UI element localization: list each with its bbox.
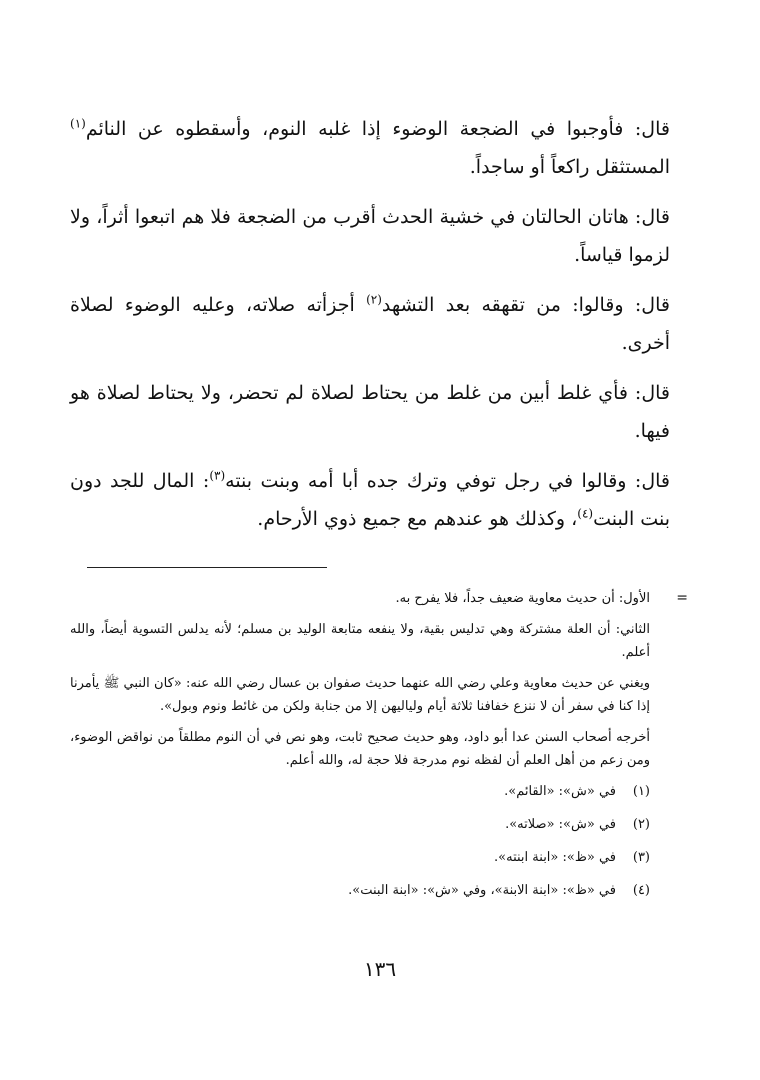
paragraph-text: ، وكذلك هو عندهم مع جميع ذوي الأرحام.	[257, 508, 578, 530]
paragraph-text: : المال للجد دون بنت البنت	[70, 470, 670, 530]
paragraph	[70, 374, 670, 450]
footnote-paragraph: أخرجه أصحاب السنن عدا أبو داود، وهو حديث صحيح ثابت، وهو نص في أن النوم مطلقاً من نواقض الوضوء، ومن زعم من أهل العلم أن لفظه نوم مدرجة فلا حجة له، والله أعلم.	[70, 730, 650, 768]
variant-number: (٣)	[632, 850, 650, 865]
variant-text: في «ش»: «صلاته».	[505, 817, 616, 832]
variant-number: (١)	[632, 784, 650, 799]
variant-item	[70, 879, 670, 902]
page-number: ١٣٦	[363, 957, 397, 981]
paragraph-text: أجزأته صلاته، وعليه الوضوء لصلاة أخرى.	[70, 294, 670, 354]
paragraph-text: قال: وقالوا: من تقهقه بعد التشهد	[381, 294, 670, 316]
paragraph	[70, 198, 670, 274]
variant-item	[70, 780, 670, 803]
footnote-marker: (٢)	[366, 292, 382, 307]
variant-list	[70, 780, 670, 902]
continuation-mark: =	[676, 590, 688, 606]
footnote-paragraph: الأول: أن حديث معاوية ضعيف جداً، فلا يفرح به.	[395, 591, 650, 606]
variant-text: في «ظ»: «ابنة الابنة»، وفي «ش»: «ابنة البنت».	[348, 883, 616, 898]
paragraph	[70, 462, 670, 538]
paragraph-text: قال: هاتان الحالتان في خشية الحدث أقرب من الضجعة فلا هم اتبعوا أثراً، ولا لزموا قياساً.	[70, 206, 670, 266]
footnotes	[70, 587, 688, 912]
paragraph-text: قال: فأي غلط أبين من غلط من يحتاط لصلاة لم تحضر، ولا يحتاط لصلاة هو فيها.	[70, 382, 670, 442]
footnote-separator	[87, 567, 327, 568]
variant-number: (٢)	[632, 817, 650, 832]
footnote-marker: (٣)	[209, 468, 226, 483]
main-text	[70, 110, 670, 550]
paragraph	[70, 110, 670, 186]
paragraph-text: قال: فأوجبوا في الضجعة الوضوء إذا غلبه النوم، وأسقطوه عن النائم	[85, 118, 670, 140]
footnote-paragraph: ويغني عن حديث معاوية وعلي رضي الله عنهما حديث صفوان بن عسال رضي الله عنه: «كان النبي ﷺ يأمرنا إذا كنا في سفر أن لا ننزع خفافنا ثلاثة أيام ولياليهن إلا من جنابة ولكن من غائط ونوم وبول».	[70, 676, 650, 714]
paragraph	[70, 286, 670, 362]
variant-item	[70, 846, 670, 869]
footnote-marker: (٤)	[577, 506, 594, 521]
variant-number: (٤)	[632, 883, 650, 898]
variant-text: في «ظ»: «ابنة ابنته».	[494, 850, 616, 865]
variant-item	[70, 813, 670, 836]
paragraph-text: المستثقل راكعاً أو ساجداً.	[469, 156, 670, 178]
paragraph-text: قال: وقالوا في رجل توفي وترك جده أبا أمه وبنت بنته	[225, 470, 670, 492]
variant-text: في «ش»: «القائم».	[504, 784, 616, 799]
footnote-paragraph: الثاني: أن العلة مشتركة وهي تدليس بقية، ولا ينفعه متابعة الوليد بن مسلم؛ لأنه يدلس التسوية أيضاً، والله أعلم.	[70, 622, 650, 660]
footnote-marker: (١)	[70, 116, 86, 131]
